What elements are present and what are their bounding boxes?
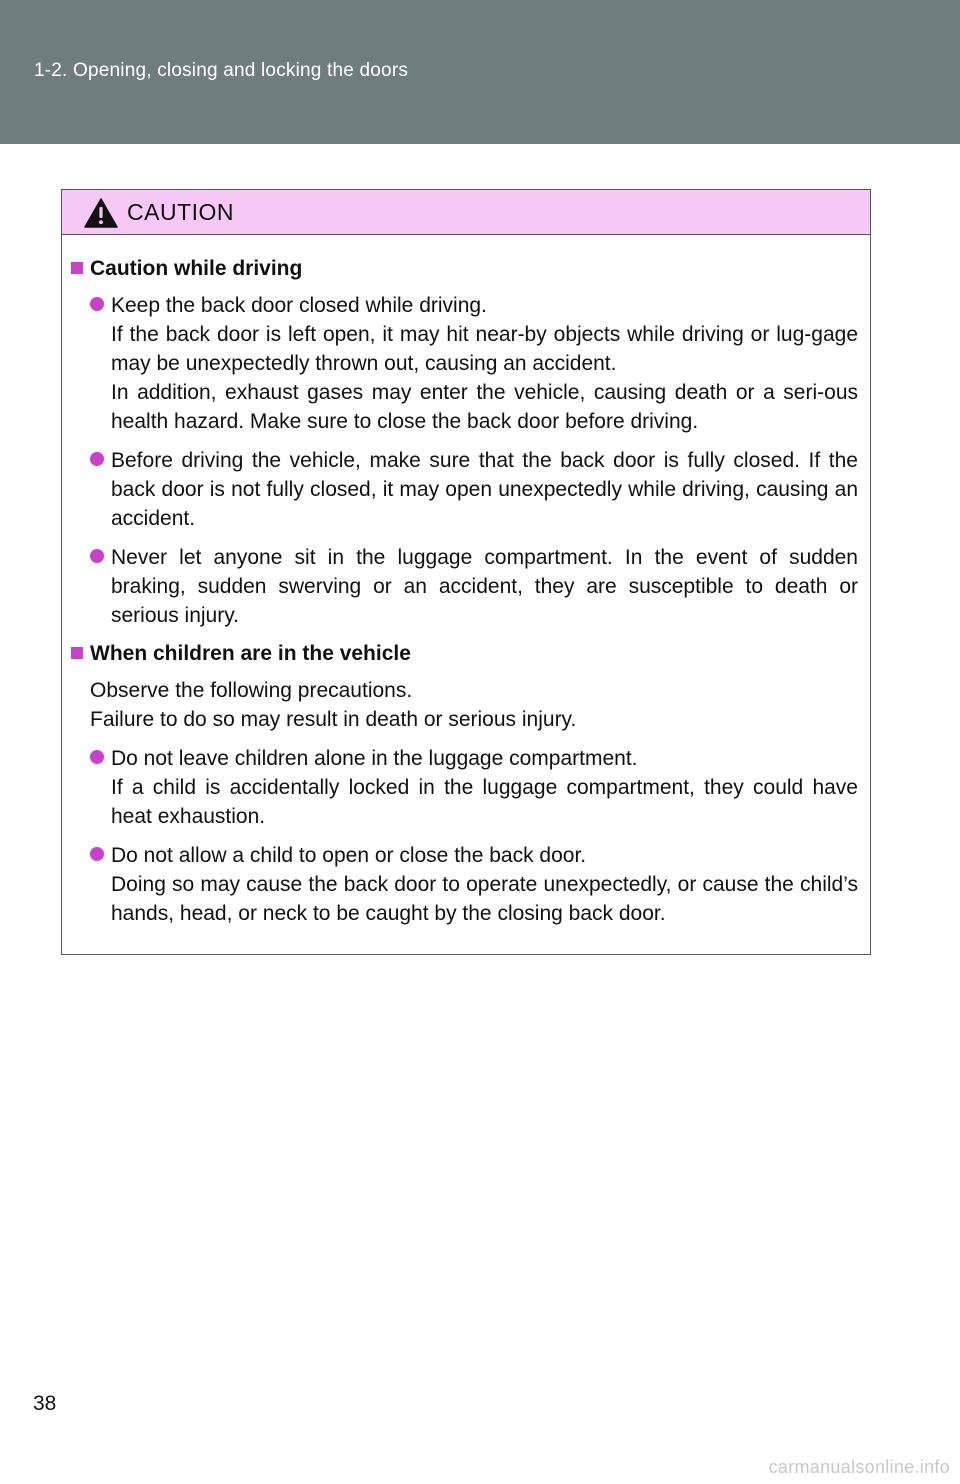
- list-item: [78, 543, 858, 630]
- item-text: Do not leave children alone in the luggage compartment.: [111, 747, 638, 770]
- intro-text: Failure to do so may result in death or serious injury.: [90, 708, 577, 731]
- bullet-icon: [90, 750, 104, 764]
- item-text: Never let anyone sit in the luggage compartment. In the event of sudden braking, sudden swerving or an accident, they are susceptible to death or serious injury.: [111, 546, 858, 627]
- square-bullet-icon: [71, 262, 83, 274]
- item-text: Keep the back door closed while driving.: [111, 294, 487, 317]
- caution-body: [62, 235, 870, 928]
- caution-title: CAUTION: [127, 199, 234, 225]
- square-bullet-icon: [71, 647, 83, 659]
- item-text: In addition, exhaust gases may enter the vehicle, causing death or a seri-ous health hazard. Make sure to close the back door before driving.: [111, 381, 858, 433]
- caution-box: [61, 189, 871, 955]
- item-text: If the back door is left open, it may hit near-by objects while driving or lug-gage may be unexpectedly thrown out, causing an accident.: [111, 323, 858, 375]
- section-heading: When children are in the vehicle: [78, 640, 858, 668]
- bullet-icon: [90, 297, 104, 311]
- section-heading: Caution while driving: [78, 255, 858, 283]
- caution-header: [62, 190, 870, 235]
- intro-text: Observe the following precautions.: [90, 679, 413, 702]
- item-text: Doing so may cause the back door to operate unexpectedly, or cause the child’s hands, head, or neck to be caught by the closing back door.: [111, 873, 858, 925]
- watermark: carmanualsonline.info: [768, 1457, 950, 1477]
- warning-triangle-icon: [84, 198, 118, 228]
- list-item: [78, 744, 858, 831]
- section-title: 1-2. Opening, closing and locking the doors: [34, 60, 409, 81]
- item-text: If a child is accidentally locked in the luggage compartment, they could have heat exhaustion.: [111, 776, 858, 828]
- item-text: Do not allow a child to open or close the back door.: [111, 844, 587, 867]
- list-item: [78, 841, 858, 928]
- bullet-icon: [90, 847, 104, 861]
- bullet-icon: [90, 452, 104, 466]
- list-item: [78, 446, 858, 533]
- bullet-icon: [90, 549, 104, 563]
- page-header: [0, 0, 960, 144]
- section-intro: [78, 676, 858, 734]
- item-text: Before driving the vehicle, make sure that the back door is fully closed. If the back door is not fully closed, it may open unexpectedly while driving, causing an accident.: [111, 449, 858, 530]
- page-number: 38: [33, 1392, 57, 1415]
- list-item: [78, 291, 858, 436]
